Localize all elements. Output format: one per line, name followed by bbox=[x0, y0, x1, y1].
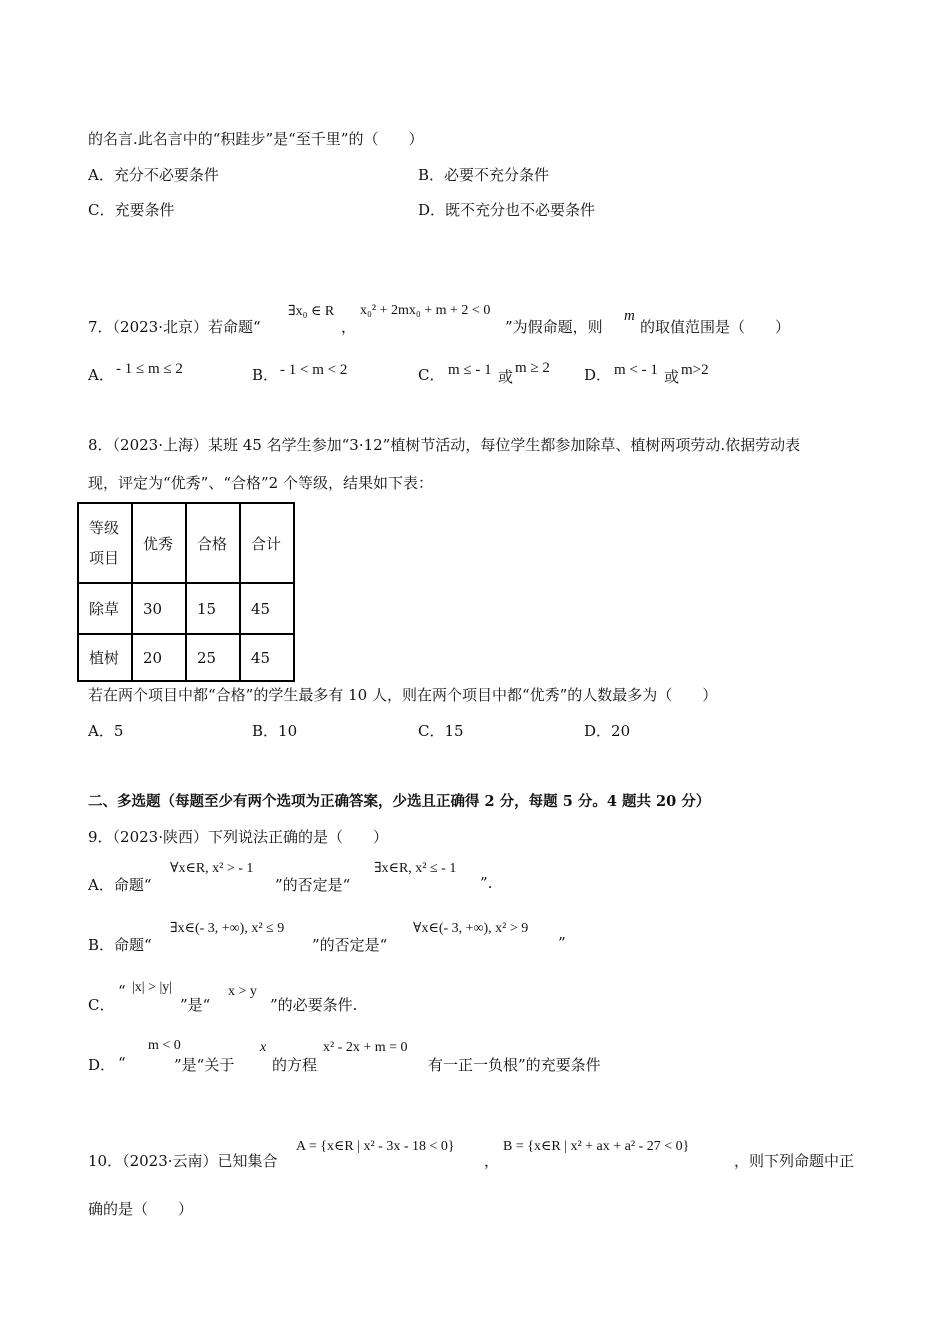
q8-option-b[interactable] bbox=[252, 720, 297, 741]
q7-source: （2023·北京） bbox=[112, 318, 208, 336]
q10-set-a: A = {x∈R | x² - 3x - 18 < 0} bbox=[296, 1139, 455, 1154]
q9-option-d-math3: x² - 2x + m = 0 bbox=[323, 1040, 408, 1055]
q9-option-a-math2: ∃x∈R, x² ≤ - 1 bbox=[374, 861, 457, 876]
option-text: 既不充分也不必要条件 bbox=[445, 201, 596, 219]
option-text: 5 bbox=[113, 722, 124, 740]
q9-option-d-end: 有一正一负根”的充要条件 bbox=[428, 1056, 601, 1074]
q7-option-b-math: - 1 < m < 2 bbox=[280, 362, 348, 378]
q7-option-d-math: m < - 1 bbox=[614, 362, 658, 378]
q9-option-c-math2: x > y bbox=[228, 984, 257, 999]
option-text: 充要条件 bbox=[114, 201, 175, 219]
q7-option-c-or: 或 bbox=[498, 368, 514, 386]
q8-question: 若在两个项目中都“合格”的学生最多有 10 人，则在两个项目中都“优秀”的人数最多为（ ） bbox=[88, 686, 718, 704]
column-header: 合计 bbox=[240, 503, 294, 583]
option-text: 10 bbox=[278, 722, 298, 740]
option-label: A． bbox=[88, 166, 114, 184]
q7-comma: ， bbox=[341, 318, 357, 336]
q9-option-a-math1: ∀x∈R, x² > - 1 bbox=[170, 861, 254, 876]
table-cell: 20 bbox=[132, 634, 186, 681]
q8-option-c[interactable] bbox=[418, 720, 464, 741]
q7-text-a: 若命题“ bbox=[208, 318, 261, 336]
q6-option-a[interactable] bbox=[88, 164, 219, 185]
q6-option-b[interactable] bbox=[418, 164, 549, 185]
table-cell: 15 bbox=[186, 583, 240, 634]
option-text: 必要不充分条件 bbox=[444, 166, 550, 184]
table-corner-cell bbox=[78, 503, 132, 583]
column-header: 优秀 bbox=[132, 503, 186, 583]
q9-option-b-math2: ∀x∈(- 3, +∞), x² > 9 bbox=[413, 921, 529, 936]
q10-prefix: 10．（2023·云南）已知集合 bbox=[88, 1152, 278, 1170]
q9-option-b-label[interactable]: B．命题“ bbox=[88, 936, 152, 954]
q6-option-d[interactable] bbox=[418, 199, 595, 220]
q9-option-a-end: ”. bbox=[480, 874, 493, 892]
q7-option-c[interactable] bbox=[418, 364, 444, 385]
table-row bbox=[78, 583, 294, 634]
q10-suffix: ，则下列命题中正 bbox=[734, 1152, 855, 1170]
q9-option-a-mid: ”的否定是“ bbox=[275, 876, 351, 894]
q9-option-b-math1: ∃x∈(- 3, +∞), x² ≤ 9 bbox=[170, 921, 285, 936]
q10-line2: 确的是（ ） bbox=[88, 1200, 194, 1218]
q9-option-d-mid: ”是“关于 bbox=[174, 1056, 235, 1074]
q9-option-d-math1: m < 0 bbox=[148, 1038, 181, 1053]
option-label: B． bbox=[418, 166, 445, 184]
option-label: D． bbox=[418, 201, 446, 219]
q7-option-d-math2: m>2 bbox=[681, 362, 709, 378]
q9-option-d-math2: x bbox=[260, 1040, 267, 1055]
header-item: 项目 bbox=[89, 549, 120, 567]
q7-option-d-or: 或 bbox=[664, 368, 680, 386]
q9-option-c-label[interactable]: C． bbox=[88, 996, 115, 1014]
q7-option-a[interactable] bbox=[88, 364, 114, 385]
q10-comma: ， bbox=[484, 1152, 500, 1170]
q8-option-a[interactable] bbox=[88, 720, 123, 741]
option-text: 充分不必要条件 bbox=[113, 166, 219, 184]
option-label: B． bbox=[252, 366, 279, 384]
section-title: 二、多选题（每题至少有两个选项为正确答案，少选且正确得 2 分，每题 5 分。4 题共 20 分） bbox=[88, 793, 711, 810]
q7-math-m: m bbox=[624, 308, 635, 324]
q9-option-d-mid2: 的方程 bbox=[272, 1056, 318, 1074]
q9-option-a-label[interactable]: A．命题“ bbox=[88, 876, 152, 894]
q6-stem-tail: 的名言.此名言中的“积跬步”是“至千里”的（ ） bbox=[88, 130, 424, 148]
q7-option-d[interactable] bbox=[584, 364, 611, 385]
option-label: D． bbox=[584, 366, 612, 384]
q9-option-c-quote: “ bbox=[118, 982, 126, 1000]
q7-text-b: ”为假命题，则 bbox=[505, 318, 603, 336]
q7-text-c: 的取值范围是（ ） bbox=[640, 318, 791, 336]
option-text: 20 bbox=[611, 722, 631, 740]
option-label: A． bbox=[88, 722, 114, 740]
table-cell: 30 bbox=[132, 583, 186, 634]
option-label: A． bbox=[88, 366, 114, 384]
option-label: C． bbox=[88, 201, 115, 219]
header-grade: 等级 bbox=[89, 519, 120, 537]
q7-option-c-math: m ≤ - 1 bbox=[448, 362, 492, 378]
q9-option-d-quote: “ bbox=[118, 1054, 126, 1072]
option-text: 15 bbox=[444, 722, 464, 740]
q7-option-a-math: - 1 ≤ m ≤ 2 bbox=[116, 361, 183, 377]
grade-table bbox=[77, 502, 295, 682]
q7-option-b[interactable] bbox=[252, 364, 278, 385]
q9-option-b-mid: ”的否定是“ bbox=[312, 936, 388, 954]
q10-set-b: B = {x∈R | x² + ax + a² - 27 < 0} bbox=[503, 1139, 690, 1154]
q7-stem bbox=[88, 316, 261, 337]
q8-stem-line1: 8．（2023·上海）某班 45 名学生参加“3·12”植树节活动，每位学生都参加除草、植树两项劳动.依据劳动表 bbox=[88, 436, 801, 454]
table-row bbox=[78, 634, 294, 681]
table-cell: 25 bbox=[186, 634, 240, 681]
option-label: C． bbox=[418, 366, 445, 384]
q7-math-exists: ∃x₀ ∈ R bbox=[288, 304, 335, 319]
option-label: C． bbox=[418, 722, 445, 740]
q8-option-d[interactable] bbox=[584, 720, 630, 741]
q9-option-b-end: ” bbox=[558, 934, 566, 952]
option-label: D． bbox=[584, 722, 612, 740]
q9-option-c-mid: ”是“ bbox=[180, 996, 211, 1014]
q9-option-c-math1: |x| > |y| bbox=[132, 980, 173, 995]
row-header: 植树 bbox=[78, 634, 132, 681]
row-header: 除草 bbox=[78, 583, 132, 634]
q7-number: 7． bbox=[88, 318, 113, 336]
q9-option-d-label[interactable]: D． bbox=[88, 1056, 116, 1074]
q7-math-inequality: x₀² + 2mx₀ + m + 2 < 0 bbox=[360, 303, 491, 318]
q7-option-c-math2: m ≥ 2 bbox=[515, 360, 550, 376]
table-header-row bbox=[78, 503, 294, 583]
table-cell: 45 bbox=[240, 634, 294, 681]
column-header: 合格 bbox=[186, 503, 240, 583]
q9-stem: 9．（2023·陕西）下列说法正确的是（ ） bbox=[88, 828, 388, 846]
option-label: B． bbox=[252, 722, 279, 740]
q9-option-c-end: ”的必要条件. bbox=[270, 996, 358, 1014]
q6-option-c[interactable] bbox=[88, 199, 175, 220]
q8-stem-line2: 现，评定为“优秀”、“合格”2 个等级，结果如下表： bbox=[88, 474, 433, 492]
table-cell: 45 bbox=[240, 583, 294, 634]
